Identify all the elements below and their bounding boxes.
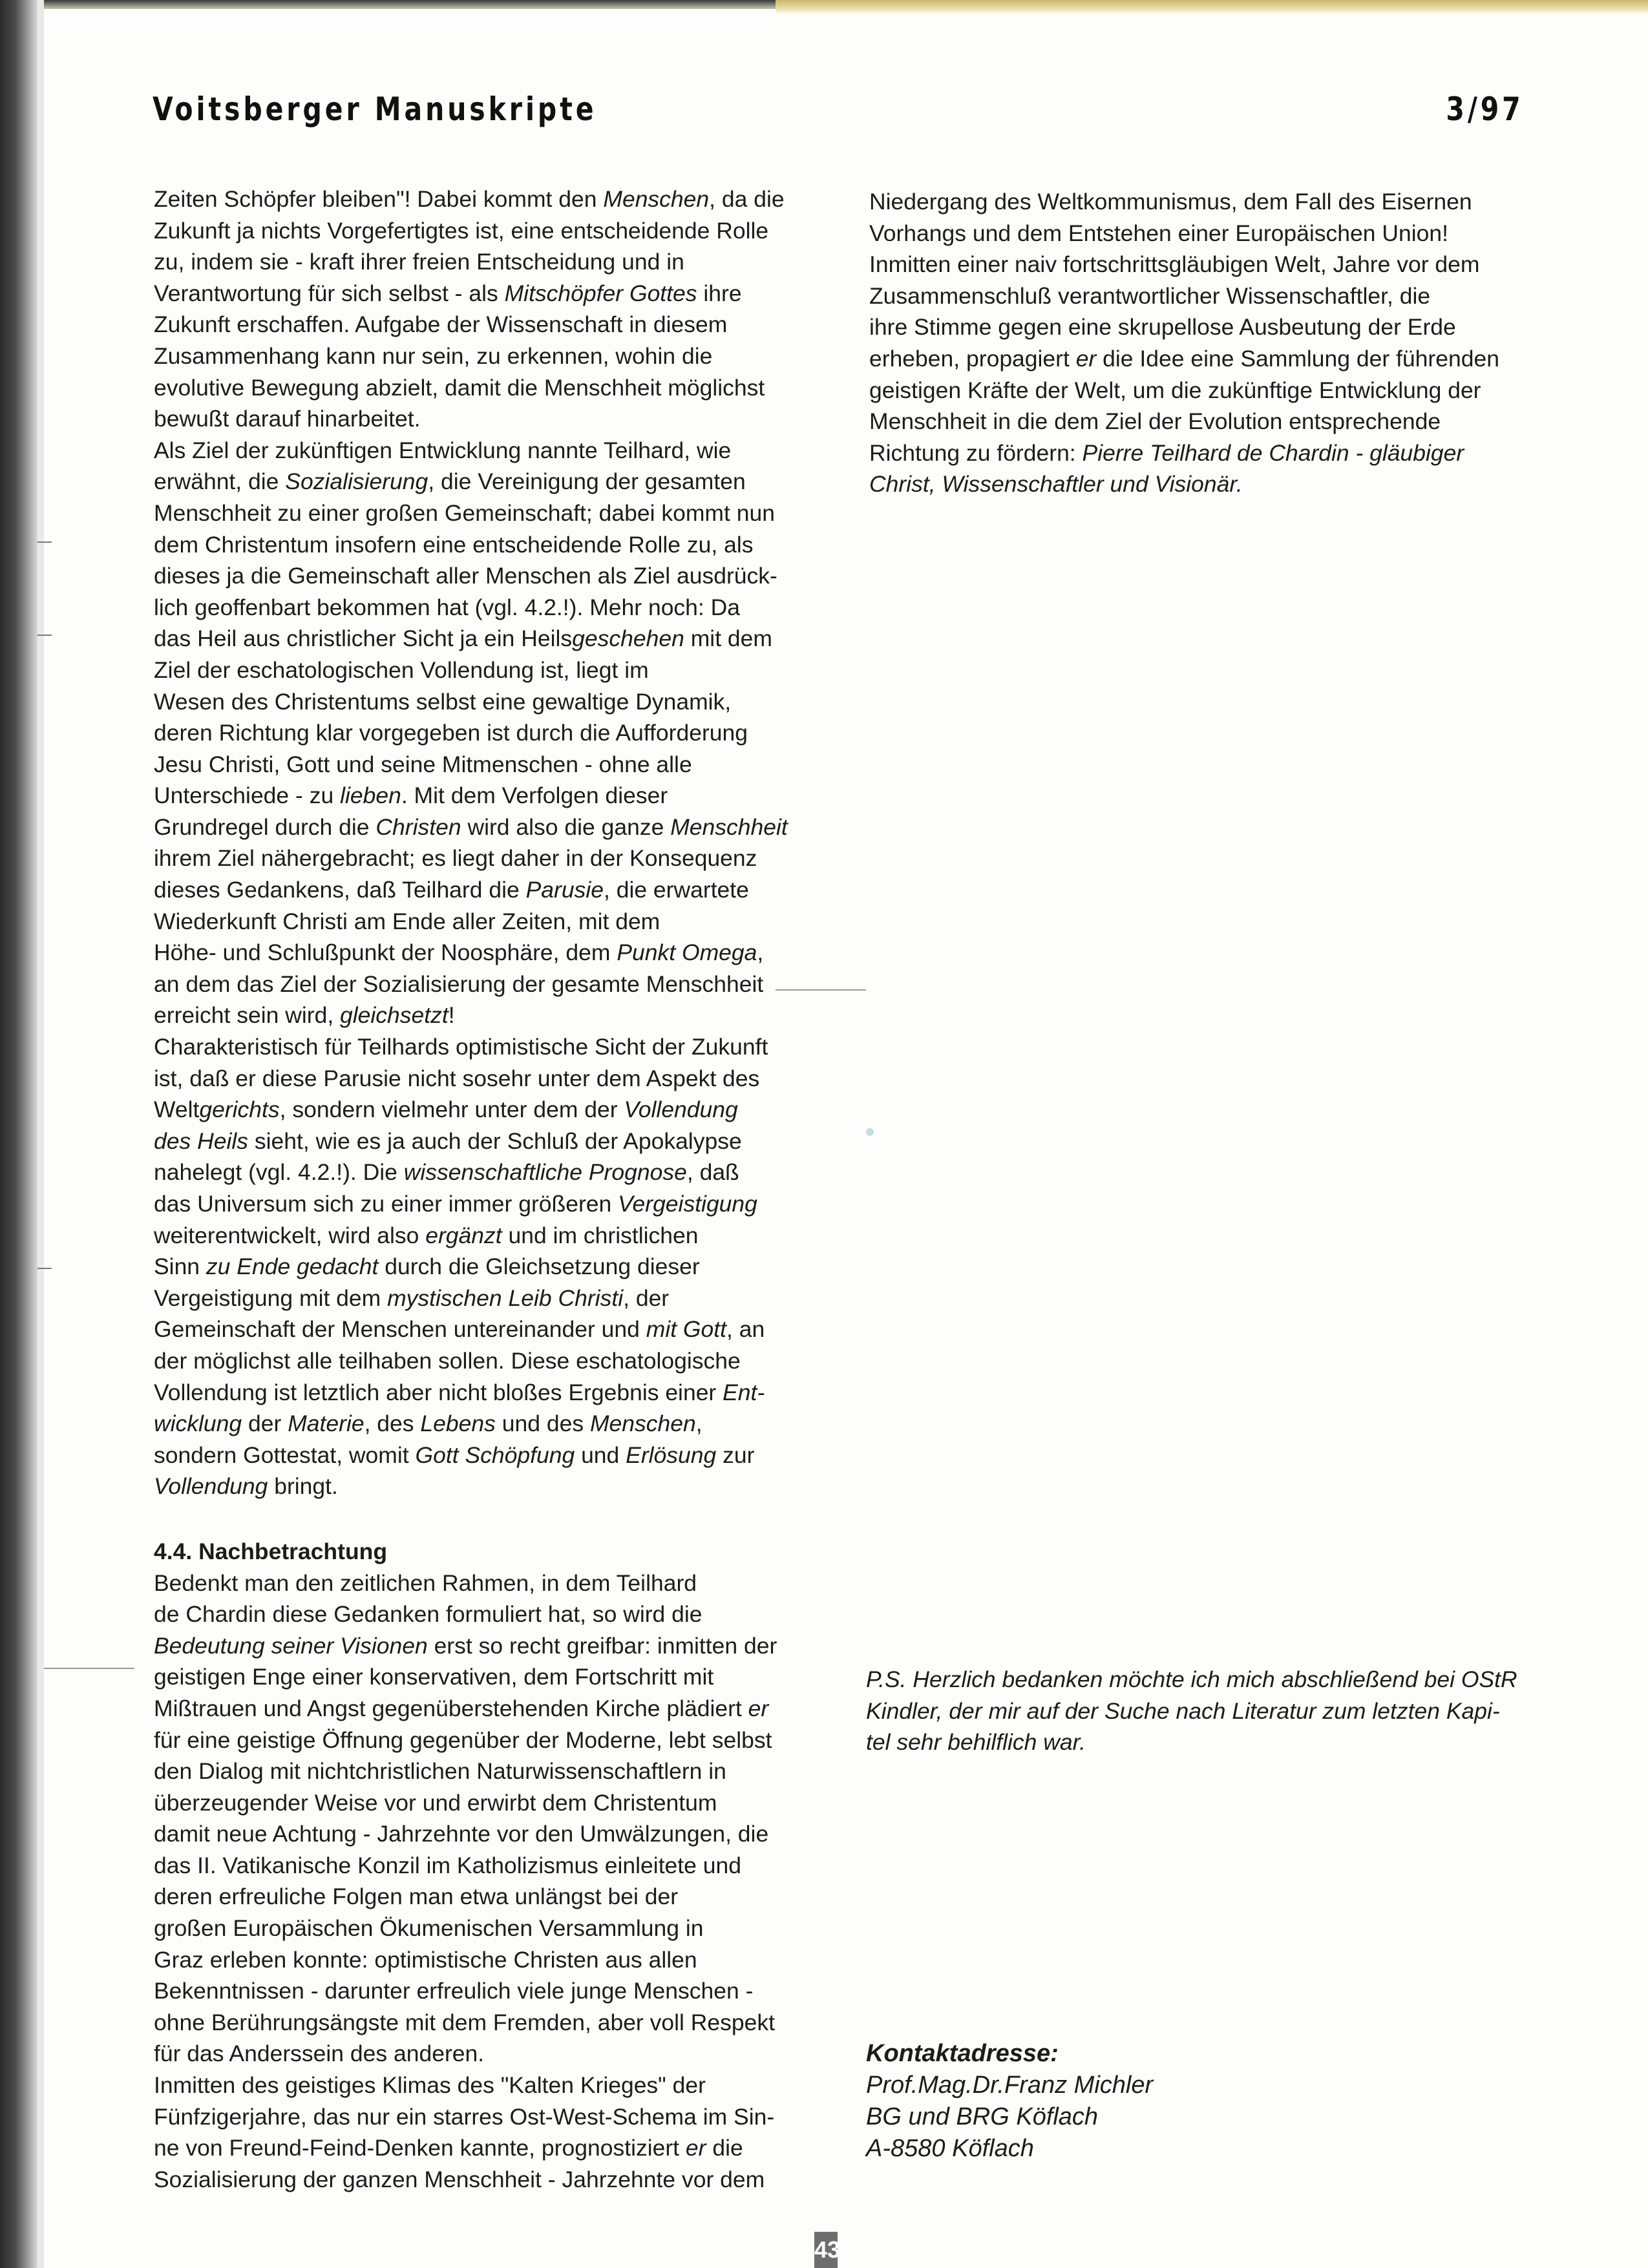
text-line — [154, 403, 807, 435]
text-segment: erheben, propagiert — [869, 345, 1076, 372]
contact-address — [866, 2038, 1153, 2165]
text-line — [154, 2007, 807, 2039]
text-line — [154, 1787, 807, 1819]
contact-line: BG und BRG Köflach — [866, 2103, 1099, 2130]
text-segment: erreicht sein wird, — [154, 1002, 341, 1029]
emphasis-text: ergänzt — [425, 1222, 502, 1248]
text-line — [154, 717, 807, 749]
text-segment: Menschheit zu einer großen Gemeinschaft; dabei kommt nun — [154, 499, 775, 526]
text-segment: , an — [726, 1316, 765, 1343]
text-line — [154, 1818, 807, 1850]
text-segment: an dem das Ziel der Sozialisierung der gesamte Menschheit — [154, 971, 764, 997]
binding-mark — [37, 541, 52, 543]
text-line — [154, 278, 807, 310]
emphasis-text: Vollendung — [154, 1473, 268, 1500]
text-line — [154, 1031, 807, 1063]
text-segment: Vergeistigung mit dem — [154, 1285, 388, 1311]
text-segment: zur — [716, 1442, 755, 1468]
text-line — [154, 1471, 807, 1502]
text-line — [154, 1913, 807, 1944]
text-segment: sieht, wie es ja auch der Schluß der Apokalypse — [248, 1128, 742, 1154]
text-segment: das II. Vatikanische Konzil im Katholizismus einleitete und — [154, 1852, 741, 1878]
text-segment: das Heil aus christlicher Sicht ja ein Heils — [154, 625, 573, 652]
text-segment: Sozialisierung der ganzen Menschheit - Jahrzehnte vor dem — [154, 2166, 765, 2192]
text-line — [154, 215, 807, 247]
text-segment: das Universum sich zu einer immer größeren — [154, 1191, 618, 1217]
text-line — [154, 1094, 807, 1126]
text-segment: , — [695, 1411, 703, 1437]
contact-line: A-8580 Köflach — [866, 2135, 1034, 2162]
text-line — [869, 406, 1541, 437]
text-segment: sondern Gottestat, womit — [154, 1442, 416, 1468]
text-segment: überzeugender Weise vor und erwirbt dem Christentum — [154, 1789, 717, 1816]
text-line — [154, 466, 807, 498]
text-segment: der möglichst alle teilhaben sollen. Diese eschatologische — [154, 1347, 741, 1374]
stray-rule — [44, 1668, 134, 1669]
emphasis-text: Menschen — [603, 186, 710, 212]
left-column-section-body — [154, 1568, 807, 2196]
scan-edge-left — [0, 0, 37, 2268]
emphasis-text: er — [685, 2135, 706, 2161]
emphasis-text: Mitschöpfer Gottes — [504, 280, 697, 306]
emphasis-text: wissenschaftliche Prognose — [403, 1159, 687, 1186]
text-line — [154, 1345, 807, 1377]
emphasis-text: Vollendung — [624, 1097, 738, 1123]
emphasis-text: Menschheit — [670, 814, 788, 840]
page-header-title: Voitsberger Manuskripte — [153, 90, 597, 128]
text-segment: der — [242, 1411, 288, 1437]
text-segment: , sondern vielmehr unter dem der — [279, 1097, 624, 1123]
text-line — [869, 280, 1541, 312]
text-line — [154, 184, 807, 215]
text-line — [154, 969, 807, 1000]
emphasis-text: mit Gott — [646, 1316, 727, 1343]
text-segment: , daß — [686, 1159, 739, 1186]
text-segment: , die Vereinigung der gesamten — [428, 468, 746, 495]
text-segment: Jesu Christi, Gott und seine Mitmenschen - ohne alle — [154, 751, 692, 777]
text-segment: nahelegt (vgl. 4.2.!). Die — [154, 1159, 404, 1186]
text-line — [869, 468, 1541, 500]
left-column — [154, 184, 807, 2195]
text-line — [154, 309, 807, 341]
emphasis-text: gleichsetzt — [340, 1002, 449, 1029]
text-line — [154, 498, 807, 529]
text-segment: lich geoffenbart bekommen hat (vgl. 4.2.!). Mehr noch: Da — [154, 594, 741, 620]
text-segment: Bekenntnissen - darunter erfreulich viele junge Menschen - — [154, 1978, 754, 2004]
text-line — [154, 1157, 807, 1188]
text-segment: de Chardin diese Gedanken formuliert hat, so wird die — [154, 1601, 703, 1628]
contact-line: Prof.Mag.Dr.Franz Michler — [866, 2072, 1154, 2099]
text-line — [154, 592, 807, 624]
text-segment: , die erwartete — [603, 877, 749, 903]
text-segment: ohne Berührungsängste mit dem Fremden, aber voll Respekt — [154, 2009, 775, 2035]
text-line — [154, 2070, 807, 2101]
text-segment: ihre Stimme gegen eine skrupellose Ausbeutung der Erde — [869, 314, 1456, 341]
emphasis-text: Materie — [288, 1411, 364, 1437]
text-segment: die Idee eine Sammlung der führenden — [1096, 345, 1499, 372]
text-line — [154, 246, 807, 278]
text-line — [154, 1756, 807, 1787]
emphasis-text: Vergeistigung — [618, 1191, 757, 1217]
emphasis-text: Punkt Omega — [617, 940, 757, 966]
page-number: 43 — [814, 2232, 838, 2268]
text-line — [154, 1661, 807, 1693]
emphasis-text: Sozialisierung — [285, 468, 428, 495]
text-segment: ne von Freund-Feind-Denken kannte, prognostiziert — [154, 2135, 686, 2161]
text-line — [154, 2101, 807, 2133]
text-segment: dieses Gedankens, daß Teilhard die — [154, 877, 526, 903]
text-segment: und im christlichen — [502, 1222, 699, 1248]
text-segment: für eine geistige Öffnung gegenüber der Moderne, lebt selbst — [154, 1727, 772, 1753]
text-line — [154, 1693, 807, 1725]
postscript — [866, 1664, 1538, 1758]
text-line — [154, 937, 807, 969]
text-segment: Sinn — [154, 1254, 206, 1280]
postscript-line: tel sehr behilflich war. — [866, 1729, 1086, 1756]
text-segment: Niedergang des Weltkommunismus, dem Fall des Eisernen — [869, 189, 1472, 215]
text-segment: Zusammenhang kann nur sein, zu erkennen, wohin die — [154, 342, 713, 369]
text-segment: dem Christentum insofern eine entscheidende Rolle zu, als — [154, 531, 754, 558]
binding-mark — [37, 1268, 52, 1269]
text-segment: Unterschiede - zu — [154, 782, 341, 809]
text-segment: ihrem Ziel nähergebracht; es liegt daher in der Konsequenz — [154, 845, 757, 872]
text-line — [154, 1188, 807, 1220]
text-segment: zu, indem sie - kraft ihrer freien Entscheidung und in — [154, 249, 684, 275]
text-segment: weiterentwickelt, wird also — [154, 1222, 426, 1248]
emphasis-text: Christ, Wissenschaftler und Visionär. — [869, 471, 1243, 498]
text-line — [869, 375, 1541, 406]
text-segment: Zeiten Schöpfer bleiben"! Dabei kommt den — [154, 186, 604, 212]
text-segment: ist, daß er diese Parusie nicht sosehr unter dem Aspekt des — [154, 1065, 760, 1091]
text-segment: Inmitten des geistiges Klimas des "Kalten Krieges" der — [154, 2072, 706, 2099]
right-column — [869, 186, 1541, 500]
text-segment: großen Europäischen Ökumenischen Versammlung in — [154, 1915, 704, 1942]
text-line — [154, 1408, 807, 1440]
text-segment: den Dialog mit nichtchristlichen Naturwissenschaftlern in — [154, 1758, 726, 1785]
text-line — [154, 1881, 807, 1913]
emphasis-text: lieben — [340, 782, 401, 809]
text-segment: Charakteristisch für Teilhards optimistische Sicht der Zukunft — [154, 1034, 768, 1060]
text-segment: deren Richtung klar vorgegeben ist durch die Aufforderung — [154, 720, 748, 746]
emphasis-text: Bedeutung seiner Visionen — [154, 1632, 428, 1659]
text-segment: Wiederkunft Christi am Ende aller Zeiten, mit dem — [154, 908, 660, 934]
text-segment: , — [757, 940, 764, 966]
text-line — [154, 1220, 807, 1252]
text-line — [154, 655, 807, 686]
text-segment: dieses ja die Gemeinschaft aller Menschen als Ziel ausdrück- — [154, 563, 777, 589]
text-segment: mit dem — [684, 625, 772, 652]
postscript-line: P.S. Herzlich bedanken möchte ich mich abschließend bei OStR — [866, 1666, 1517, 1692]
text-line — [154, 1377, 807, 1409]
emphasis-text: geschehen — [572, 625, 684, 652]
text-line — [154, 749, 807, 781]
text-segment: durch die Gleichsetzung dieser — [378, 1254, 700, 1280]
right-column-body — [869, 186, 1541, 500]
section-heading: 4.4. Nachbetrachtung — [154, 1538, 387, 1564]
text-line — [154, 372, 807, 404]
emphasis-text: Christen — [375, 814, 461, 840]
text-segment: deren erfreuliche Folgen man etwa unlängst bei der — [154, 1884, 679, 1910]
text-segment: Welt — [154, 1097, 200, 1123]
emphasis-text: zu Ende gedacht — [206, 1254, 379, 1280]
text-segment: Bedenkt man den zeitlichen Rahmen, in dem Teilhard — [154, 1570, 697, 1596]
scan-edge-left-inner — [37, 0, 44, 2268]
text-line — [154, 529, 807, 561]
text-line — [154, 843, 807, 874]
text-segment: Zusammenschluß verantwortlicher Wissenschaftler, die — [869, 282, 1431, 309]
text-segment: Höhe- und Schlußpunkt der Noosphäre, dem — [154, 940, 617, 966]
text-segment: die — [706, 2135, 743, 2161]
text-line — [154, 2038, 807, 2070]
text-line — [154, 1975, 807, 2007]
emphasis-text: er — [1075, 345, 1097, 372]
scan-speck — [866, 1128, 874, 1136]
text-line — [869, 218, 1541, 249]
text-line — [154, 1440, 807, 1471]
emphasis-text: Pierre Teilhard de Chardin - gläubiger — [1082, 439, 1464, 466]
emphasis-text: gerichts — [199, 1097, 280, 1123]
text-segment: , da die — [709, 186, 785, 212]
emphasis-text: Erlösung — [626, 1442, 717, 1468]
text-line — [154, 2132, 807, 2164]
text-line — [154, 1283, 807, 1314]
text-segment: Zukunft ja nichts Vorgefertigtes ist, eine entscheidende Rolle — [154, 217, 769, 244]
text-line — [154, 1251, 807, 1283]
emphasis-text: Gott Schöpfung — [415, 1442, 575, 1468]
text-line — [154, 1725, 807, 1756]
contact-heading: Kontaktadresse: — [866, 2040, 1059, 2067]
text-line — [154, 1944, 807, 1976]
text-line — [869, 343, 1541, 375]
text-segment: Zukunft erschaffen. Aufgabe der Wissenschaft in diesem — [154, 311, 728, 338]
text-segment: für das Anderssein des anderen. — [154, 2041, 485, 2067]
contact-lines — [866, 2070, 1153, 2165]
text-segment: Vollendung ist letztlich aber nicht bloßes Ergebnis einer — [154, 1379, 723, 1405]
emphasis-text: Menschen — [589, 1411, 696, 1437]
text-line — [869, 311, 1541, 343]
emphasis-text: des Heils — [154, 1128, 249, 1154]
text-line — [154, 1630, 807, 1662]
text-line — [154, 1850, 807, 1882]
text-line — [154, 1314, 807, 1345]
text-segment: Verantwortung für sich selbst - als — [154, 280, 505, 306]
text-line — [154, 623, 807, 655]
text-segment: erwähnt, die — [154, 468, 286, 495]
text-line — [154, 1599, 807, 1630]
text-line — [154, 1000, 807, 1031]
text-line — [154, 1126, 807, 1157]
text-segment: bringt. — [268, 1473, 338, 1500]
text-segment: Grundregel durch die — [154, 814, 376, 840]
text-line — [154, 560, 807, 592]
text-segment: Wesen des Christentums selbst eine gewaltige Dynamik, — [154, 688, 732, 715]
left-column-body — [154, 184, 807, 1502]
text-segment: geistigen Enge einer konservativen, dem Fortschritt mit — [154, 1664, 714, 1690]
text-line — [154, 780, 807, 812]
emphasis-text: mystischen Leib Christi — [387, 1285, 624, 1311]
page-header-issue: 3/97 — [1446, 90, 1524, 128]
text-line — [154, 1568, 807, 1599]
text-segment: wird also die ganze — [461, 814, 671, 840]
emphasis-text: Parusie — [525, 877, 604, 903]
text-segment: damit neue Achtung - Jahrzehnte vor den Umwälzungen, die — [154, 1821, 769, 1847]
text-segment: Ziel der eschatologischen Vollendung ist, liegt im — [154, 656, 649, 683]
emphasis-text: er — [748, 1695, 769, 1721]
text-line — [154, 435, 807, 467]
text-segment: Fünfzigerjahre, das nur ein starres Ost-West-Schema im Sin- — [154, 2103, 775, 2130]
text-segment: geistigen Kräfte der Welt, um die zukünftige Entwicklung der — [869, 377, 1481, 403]
text-line — [154, 2164, 807, 2196]
text-line — [154, 874, 807, 906]
text-segment: Richtung zu fördern: — [869, 439, 1083, 466]
text-segment: Mißtrauen und Angst gegenüberstehenden Kirche plädiert — [154, 1695, 748, 1721]
text-segment: Gemeinschaft der Menschen untereinander und — [154, 1316, 646, 1343]
text-line — [154, 686, 807, 718]
text-line — [154, 812, 807, 843]
emphasis-text: wicklung — [154, 1411, 242, 1437]
text-segment: Vorhangs und dem Entstehen einer Europäischen Union! — [869, 220, 1448, 246]
text-segment: , des — [364, 1411, 421, 1437]
text-line — [154, 906, 807, 938]
text-segment: Graz erleben konnte: optimistische Christen aus allen — [154, 1946, 697, 1973]
text-segment: bewußt darauf hinarbeitet. — [154, 406, 421, 432]
text-line — [154, 1063, 807, 1095]
scan-edge-top-right — [776, 0, 1648, 14]
text-line — [869, 249, 1541, 280]
text-segment: evolutive Bewegung abzielt, damit die Menschheit möglichst — [154, 374, 765, 401]
emphasis-text: Lebens — [420, 1411, 496, 1437]
text-segment: und — [575, 1442, 626, 1468]
text-segment: und des — [495, 1411, 590, 1437]
text-segment: erst so recht greifbar: inmitten der — [427, 1632, 777, 1659]
text-line — [869, 437, 1541, 469]
text-line — [154, 341, 807, 372]
text-line — [869, 186, 1541, 218]
text-segment: Menschheit in die dem Ziel der Evolution entsprechende — [869, 408, 1441, 435]
text-segment: ! — [448, 1002, 455, 1029]
binding-mark — [37, 635, 52, 636]
text-segment: Inmitten einer naiv fortschrittsgläubigen Welt, Jahre vor dem — [869, 251, 1480, 278]
text-segment: . Mit dem Verfolgen dieser — [401, 782, 668, 809]
postscript-line: Kindler, der mir auf der Suche nach Literatur zum letzten Kapi- — [866, 1697, 1500, 1724]
emphasis-text: Ent- — [723, 1379, 765, 1405]
text-segment: ihre — [697, 280, 742, 306]
text-segment: , der — [623, 1285, 670, 1311]
text-segment: Als Ziel der zukünftigen Entwicklung nannte Teilhard, wie — [154, 437, 732, 463]
